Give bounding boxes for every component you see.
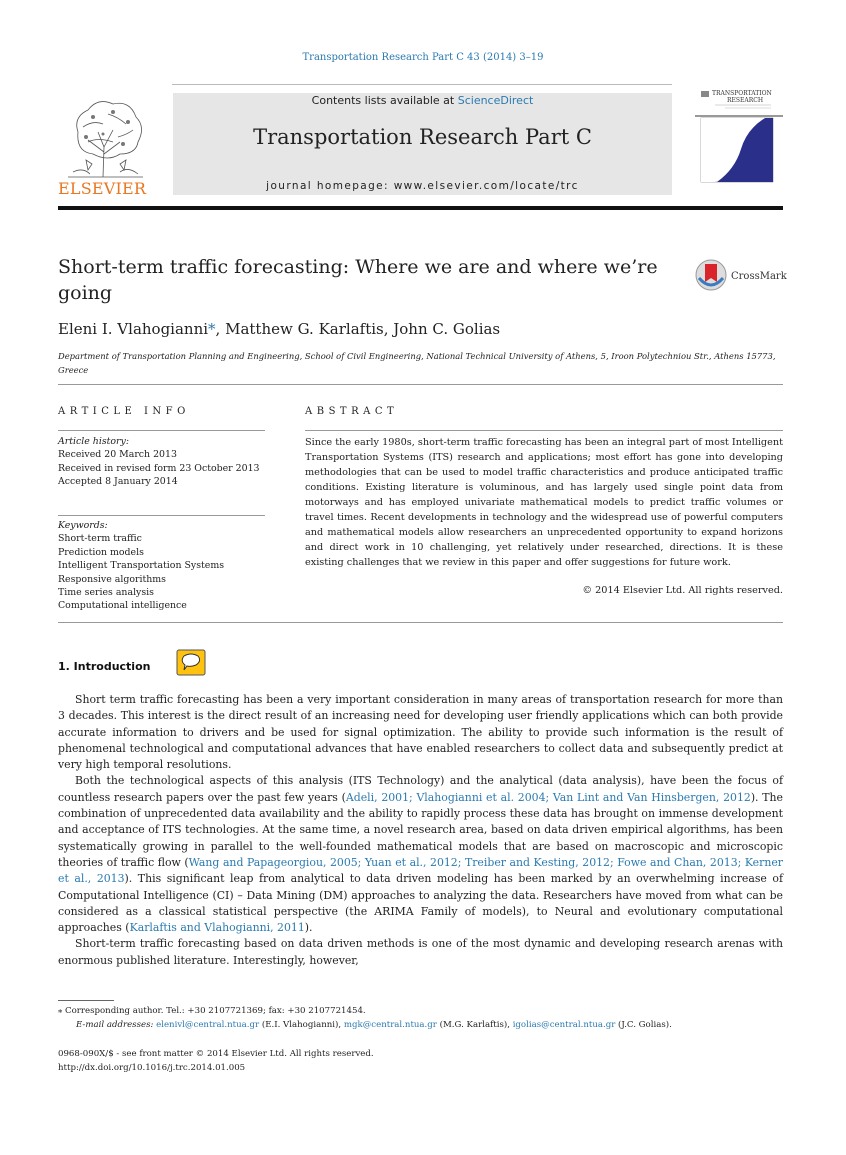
abstract-rule <box>305 430 783 431</box>
author-name: Matthew G. Karlaftis <box>225 320 384 338</box>
comment-note-icon[interactable] <box>176 649 206 676</box>
journal-cover-image <box>695 89 783 185</box>
keyword-item: Responsive algorithms <box>58 573 166 585</box>
email-link[interactable]: igolias@central.ntua.gr <box>512 1020 616 1030</box>
keywords-rule <box>58 515 265 516</box>
email-owner: (E.I. Vlahogianni), <box>259 1020 344 1030</box>
history-label: Article history: <box>58 436 129 447</box>
email-label: E-mail addresses: <box>76 1020 157 1030</box>
journal-reference[interactable]: Transportation Research Part C 43 (2014) 3–19 <box>302 52 544 63</box>
article-title: Short-term traffic forecasting: Where we are and where we’re going <box>58 256 658 304</box>
issn-line: 0968-090X/$ - see front matter © 2014 Elsevier Ltd. All rights reserved. <box>58 1049 374 1059</box>
author-list <box>58 320 500 338</box>
keyword-item: Computational intelligence <box>58 600 187 612</box>
keyword-item: Intelligent Transportation Systems <box>58 560 225 572</box>
keywords-label: Keywords: <box>58 520 108 531</box>
journal-title: Transportation Research Part C <box>253 125 592 149</box>
elsevier-wordmark: ELSEVIER <box>58 179 147 198</box>
article-info-rule <box>58 430 265 431</box>
corresponding-author-note: ⁎ Corresponding author. Tel.: +30 2107721369; fax: +30 2107721454. <box>58 1006 366 1016</box>
author-name: John C. Golias <box>393 320 501 338</box>
intro-p2-text-b: ). The combination of unprecedented data availability and the ability to rapidly process these data has brought on immense development and acceptance of ITS technologies. At the same time, a novel research area, based on data driven empirical algorithms, has been systematically growing in parallel to the well-founded mathematical models that are based on macroscopic and microscopic theories of traffic flow ( <box>58 790 783 869</box>
title-divider <box>58 384 783 385</box>
abstract-bottom-rule <box>58 622 783 623</box>
keyword-item: Prediction models <box>58 546 144 558</box>
email-addresses <box>58 1020 783 1030</box>
crossmark-badge[interactable] <box>695 258 795 292</box>
doi-link[interactable]: http://dx.doi.org/10.1016/j.trc.2014.01.005 <box>58 1063 246 1073</box>
intro-paragraph-2 <box>58 773 783 936</box>
author-separator: , <box>215 320 226 338</box>
email-link[interactable]: elenivl@central.ntua.gr <box>156 1020 260 1030</box>
introduction-body <box>58 692 783 969</box>
keywords-block <box>58 519 268 613</box>
intro-paragraph-1: Short term traffic forecasting has been a very important consideration in many areas of transportation research for more than 3 decades. This interest is the direct result of an increasing need for developing user friendly applications which can both provide accurate information to drivers and be used for signal optimization. The ability to provide such information is the result of phenomenal technological and computational advances that have enabled researchers to collect data and subsequently predict at very high temporal resolutions. <box>58 693 783 772</box>
header-divider <box>172 84 672 85</box>
intro-p2-text-a: Both the technological aspects of this analysis (ITS Technology) and the analytical (data analysis), have been the focus of countless research papers over the past few years ( <box>58 774 783 804</box>
article-history <box>58 435 268 489</box>
corresponding-author-mark[interactable]: * <box>208 320 216 338</box>
history-item: Received in revised form 23 October 2013 <box>58 462 260 474</box>
citation-link[interactable]: Wang and Papageorgiou, 2005; Yuan et al., 2012; Treiber and Kesting, 2012; Fowe and Chan, 2013; Kerner et al., 2013 <box>58 855 783 886</box>
citation-link[interactable]: Karlaftis and Vlahogianni, 2011 <box>129 921 305 935</box>
intro-p3-text: Short-term traffic forecasting based on data driven methods is one of the most dynamic and developing research arenas with enormous published literature. Interestingly, however, <box>58 937 783 967</box>
contents-availability <box>173 94 672 107</box>
citation-link[interactable]: Adeli, 2001; Vlahogianni et al. 2004; Van Lint and Van Hinsbergen, 2012 <box>345 790 751 804</box>
abstract-heading: ABSTRACT <box>305 406 399 417</box>
cover-title-line-2: RESEARCH <box>727 97 764 104</box>
cover-title-line-1: TRANSPORTATION <box>712 90 772 97</box>
abstract-copyright: © 2014 Elsevier Ltd. All rights reserved. <box>582 585 783 596</box>
email-owner: (M.G. Karlaftis), <box>436 1020 513 1030</box>
introduction-heading: 1. Introduction <box>58 660 151 673</box>
email-link[interactable]: mgk@central.ntua.gr <box>343 1020 437 1030</box>
keyword-item: Time series analysis <box>58 587 154 599</box>
crossmark-label: CrossMark <box>731 271 787 282</box>
abstract-text: Since the early 1980s, short-term traffic forecasting has been an integral part of most Intelligent Transportation Systems (ITS) research and applications; most effort has gone into developing methodologies that can be used to model traffic characteristics and produce anticipated traffic conditions. Existing literature is voluminous, and has largely used single point data from motorways and has employed univariate mathematical models to predict traffic volumes or travel times. Recent developments in technology and the widespread use of powerful computers and mathematical models allow researchers an unprecedented opportunity to expand horizons and direct work in 10 challenging, yet relatively under researched, directions. It is these existing challenges that we review in this paper and offer suggestions for future work. <box>305 437 783 568</box>
article-info-heading: ARTICLE INFO <box>58 406 190 417</box>
history-item: Received 20 March 2013 <box>58 449 177 461</box>
author-name: Eleni I. Vlahogianni <box>58 320 209 338</box>
keyword-item: Short-term traffic <box>58 533 142 545</box>
author-separator: , <box>383 320 394 338</box>
history-item: Accepted 8 January 2014 <box>58 476 178 488</box>
contents-prefix: Contents lists available at <box>311 94 458 107</box>
header-bottom-rule <box>58 206 783 210</box>
journal-homepage[interactable]: journal homepage: www.elsevier.com/locate/trc <box>266 180 579 192</box>
intro-p2-text-e: ). <box>304 921 313 935</box>
author-affiliation: Department of Transportation Planning and Engineering, School of Civil Engineering, National Technical University of Athens, 5, Iroon Polytechniou Str., Athens 15773, Greece <box>58 351 776 375</box>
email-owner: (J.C. Golias). <box>615 1020 672 1030</box>
footnote-rule <box>58 1000 114 1001</box>
intro-p2-text-d: ). This significant leap from analytical to data driven modeling has been marked by an overwhelming increase of Computational Intelligence (CI) – Data Mining (DM) approaches to analyzing the data. Researchers have moved from what can be considered as a classical statistical perspective (the ARIMA Family of models), to Neural and evolutionary computational approaches ( <box>58 872 784 935</box>
intro-paragraph-3 <box>58 936 783 969</box>
sciencedirect-link[interactable]: ScienceDirect <box>457 94 534 107</box>
